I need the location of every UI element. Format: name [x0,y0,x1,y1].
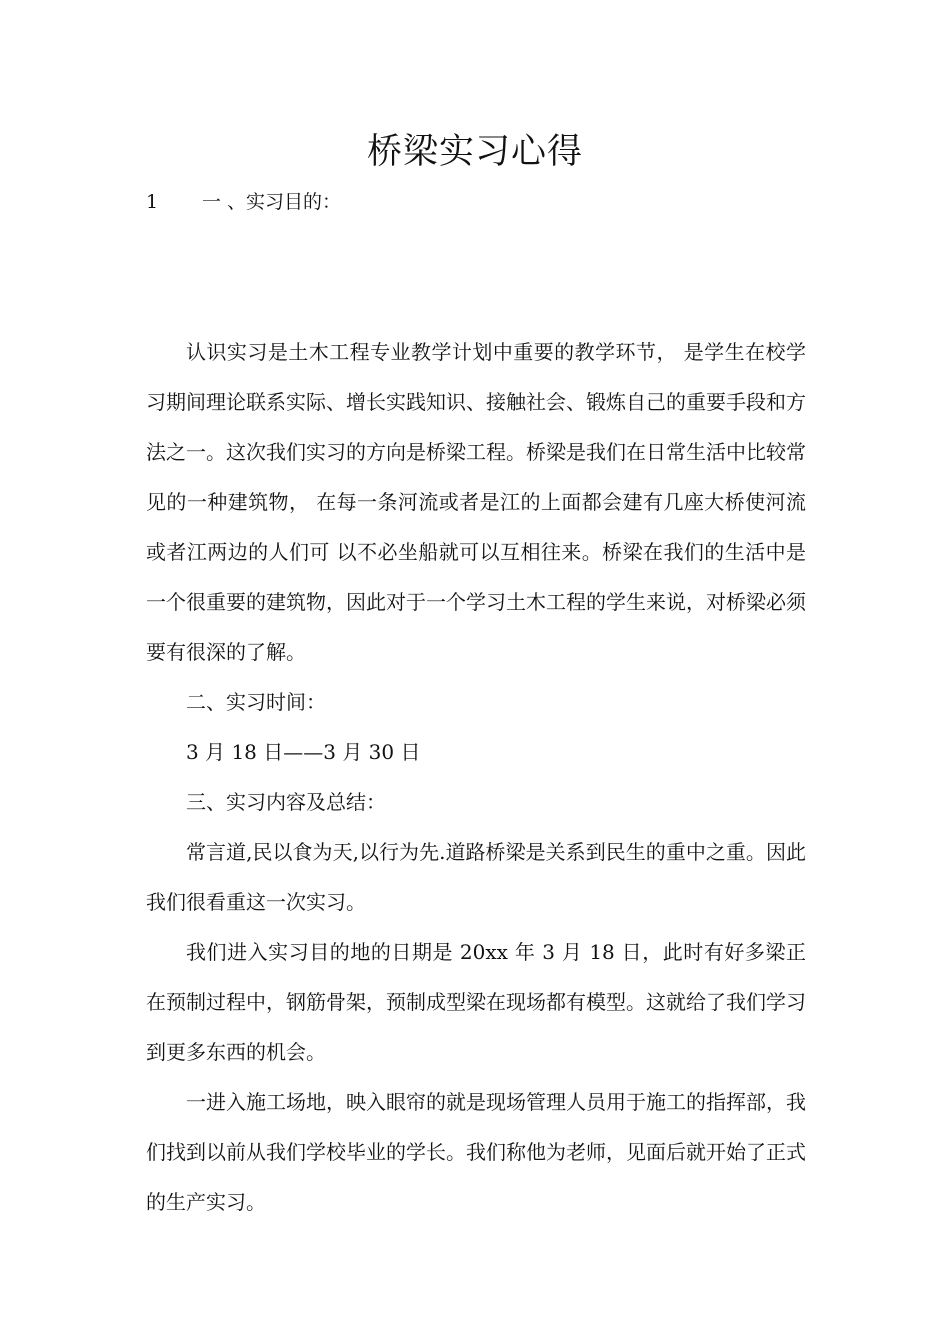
heading-content-summary: 三、实习内容及总结： [186,790,386,814]
paragraph-purpose: 认识实习是土木工程专业教学计划中重要的教学环节， 是学生在校学习期间理论联系实际、增长实践知识、接触社会、锻炼自己的重要手段和方法之一。这次我们实习的方向是桥梁工程。桥梁是我们在日常生活中比较常见的一种建筑物， 在每一条河流或者是江的上面都会建有几座大桥使河流或者江两边的人们可 以不必坐船就可以互相往来。桥梁在我们的生活中是一个很重要的建筑物，因此对于一个学习土木工程的学生来说，对桥梁必须要有很深的了解。 [146,340,806,664]
paragraph-arrival: 我们进入实习目的地的日期是 20xx 年 3 月 18 日，此时有好多梁正在预制过程中，钢筋骨架，预制成型梁在现场都有模型。这就给了我们学习到更多东西的机会。 [146,940,806,1064]
section-heading-text: 一 、实习目的： [202,191,342,213]
heading-internship-time: 二、实习时间： [186,690,326,714]
section-heading-purpose [146,188,341,216]
paragraph-saying: 常言道,民以食为天,以行为先.道路桥梁是关系到民生的重中之重。因此我们很看重这一次实习。 [146,840,806,914]
document-body [146,327,806,1227]
paragraph-site: 一进入施工场地，映入眼帘的就是现场管理人员用于施工的指挥部，我们找到以前从我们学校毕业的学长。我们称他为老师，见面后就开始了正式的生产实习。 [146,1090,806,1214]
document-title: 桥梁实习心得 [366,132,583,172]
paragraph-date-range: 3 月 18 日——3 月 30 日 [186,740,421,764]
section-number: 1 [146,191,159,213]
